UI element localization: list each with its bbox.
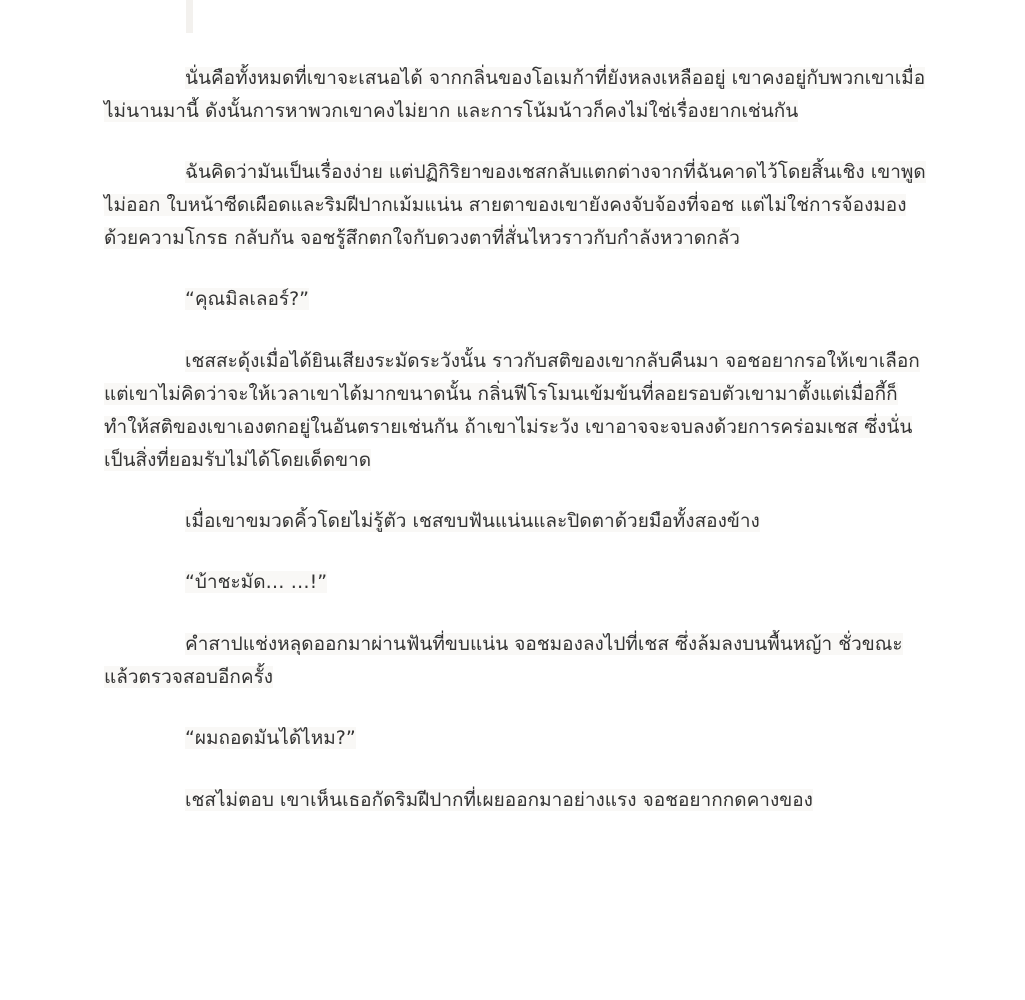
dialog-line [104, 566, 934, 599]
paragraph [104, 156, 934, 255]
paragraph [104, 784, 934, 817]
previous-paragraph-fragment [186, 0, 193, 33]
dialog-text: “คุณมิลเลอร์?” [185, 288, 310, 310]
paragraph-text: คำสาปแช่งหลุดออกมาผ่านฟันที่ขบแน่น จอชมองลงไปที่เชส ซึ่งล้มลงบนพื้นหญ้า ชั่วขณะ แล้วตรวจสอบอีกครั้ง [104, 633, 903, 688]
paragraph-text: เมื่อเขาขมวดคิ้วโดยไม่รู้ตัว เชสขบฟันแน่นและปิดตาด้วยมือทั้งสองข้าง [185, 510, 760, 532]
paragraph-text: เชสสะดุ้งเมื่อได้ยินเสียงระมัดระวังนั้น ราวกับสติของเขากลับคืนมา จอชอยากรอให้เขาเลือก แต่เขาไม่คิดว่าจะให้เวลาเขาได้มากขนาดนั้น กลิ่นฟีโรโมนเข้มข้นที่ลอยรอบตัวเขามาตั้งแต่เมื่อกี้ก็ทำให้สติของเขาเองตกอยู่ในอันตรายเช่นกัน ถ้าเขาไม่ระวัง เขาอาจจะจบลงด้วยการคร่อมเชส ซึ่งนั่นเป็นสิ่งที่ยอมรับไม่ได้โดยเด็ดขาด [104, 350, 920, 471]
paragraph-text: นั่นคือทั้งหมดที่เขาจะเสนอได้ จากกลิ่นของโอเมก้าที่ยังหลงเหลืออยู่ เขาคงอยู่กับพวกเขาเมื่อไม่นานมานี้ ดังนั้นการหาพวกเขาคงไม่ยาก และการโน้มน้าวก็คงไม่ใช่เรื่องยากเช่นกัน [104, 67, 926, 122]
paragraph [104, 62, 934, 128]
dialog-text: “บ้าชะมัด… …!” [185, 571, 328, 593]
dialog-line [104, 283, 934, 316]
paragraph [104, 345, 934, 477]
dialog-text: “ผมถอดมันได้ไหม?” [185, 727, 356, 749]
dialog-line [104, 722, 934, 755]
paragraph [104, 505, 934, 538]
paragraph [104, 628, 934, 694]
document-page [104, 62, 934, 845]
paragraph-text: ฉันคิดว่ามันเป็นเรื่องง่าย แต่ปฏิกิริยาของเชสกลับแตกต่างจากที่ฉันคาดไว้โดยสิ้นเชิง เขาพูดไม่ออก ใบหน้าซีดเผือดและริมฝีปากเม้มแน่น สายตาของเขายังคงจับจ้องที่จอช แต่ไม่ใช่การจ้องมองด้วยความโกรธ กลับกัน จอชรู้สึกตกใจกับดวงตาที่สั่นไหวราวกับกำลังหวาดกลัว [104, 161, 926, 249]
paragraph-text: เชสไม่ตอบ เขาเห็นเธอกัดริมฝีปากที่เผยออกมาอย่างแรง จอชอยากกดคางของ [185, 789, 813, 811]
